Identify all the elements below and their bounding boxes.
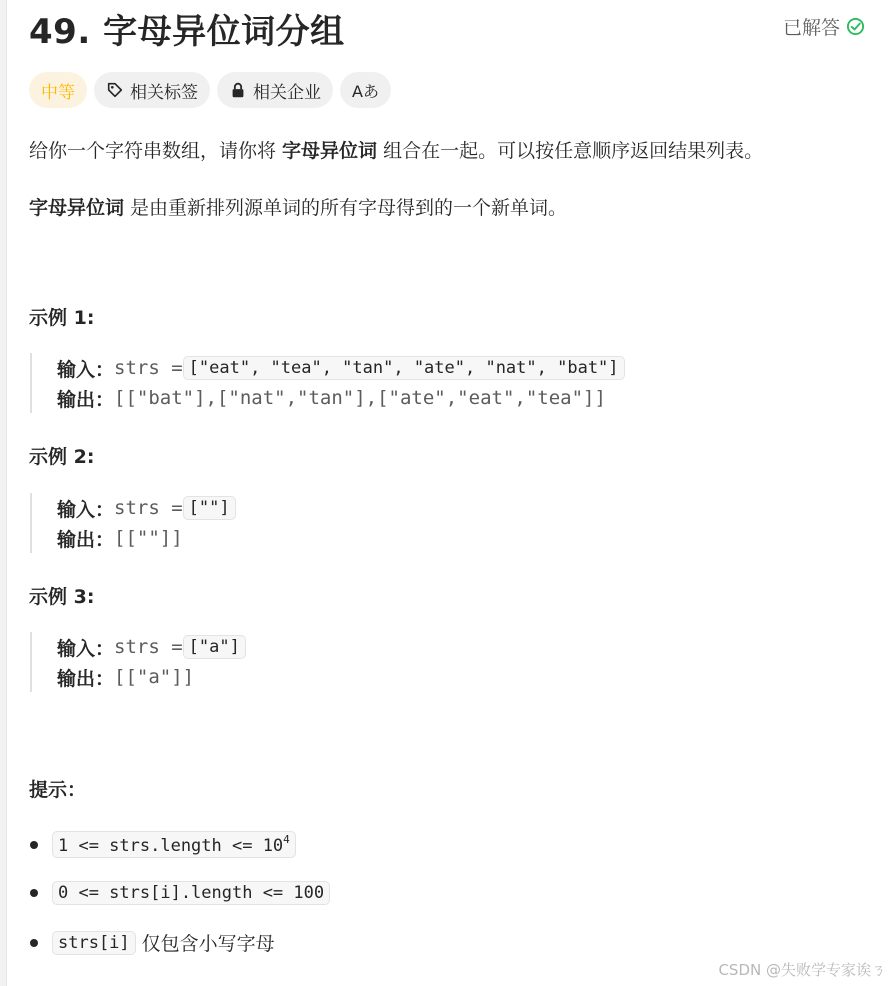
- description-paragraph-1: 给你一个字符串数组，请你将 字母异位词 组合在一起。可以按任意顺序返回结果列表。: [29, 140, 764, 162]
- input-prefix: strs =: [114, 497, 183, 519]
- problem-title: 49. 字母异位词分组: [29, 12, 345, 52]
- description-paragraph-2: 字母异位词 是由重新排列源单词的所有字母得到的一个新单词。: [29, 197, 568, 219]
- hint-item: [30, 831, 296, 858]
- hint-code: 1 <= strs.length <= $10^4$: [52, 831, 296, 858]
- example-2-heading: 示例 2:: [29, 446, 95, 468]
- lock-icon: [229, 81, 247, 99]
- input-value: [""]: [183, 496, 236, 520]
- hints-heading: 提示：: [29, 779, 87, 801]
- output-value: [["a"]]: [114, 666, 195, 688]
- related-companies-label: 相关企业: [253, 82, 321, 103]
- input-label: 输入：: [57, 637, 115, 660]
- input-label: 输入：: [57, 358, 115, 381]
- output-label: 输出：: [57, 667, 115, 690]
- hint-item: [30, 881, 330, 905]
- hint-item: [30, 929, 275, 956]
- output-label: 输出：: [57, 528, 115, 551]
- check-circle-icon: [846, 17, 865, 36]
- example-3-block: [30, 632, 246, 692]
- output-value: [["bat"],["nat","tan"],["ate","eat","tea"]]: [114, 387, 606, 409]
- solved-status: [783, 13, 865, 40]
- tag-row: [29, 72, 391, 108]
- input-prefix: strs =: [114, 636, 183, 658]
- difficulty-badge: [29, 72, 87, 108]
- hint-code: strs[i]: [52, 931, 136, 955]
- example-1-heading: 示例 1:: [29, 307, 95, 329]
- input-prefix: strs =: [114, 357, 183, 379]
- output-value: [[""]]: [114, 527, 183, 549]
- example-3-heading: 示例 3:: [29, 586, 95, 608]
- output-label: 输出：: [57, 388, 115, 411]
- bullet-dot: [30, 889, 38, 897]
- example-2-block: [30, 493, 236, 553]
- related-tags-button[interactable]: [94, 72, 210, 108]
- translate-icon: Aあ: [352, 81, 379, 101]
- hint-text: 仅包含小写字母: [141, 933, 275, 955]
- difficulty-label: 中等: [41, 82, 75, 103]
- watermark: CSDN @失败学专家诶ㄋ: [718, 961, 886, 979]
- input-value: ["a"]: [183, 635, 246, 659]
- tag-icon: [106, 81, 124, 99]
- example-1-block: [30, 353, 625, 413]
- solved-label: 已解答: [782, 17, 840, 39]
- input-label: 输入：: [57, 498, 115, 521]
- hint-code: 0 <= strs[i].length <= 100: [52, 881, 330, 905]
- left-panel-border: [0, 0, 7, 986]
- related-companies-button[interactable]: [217, 72, 333, 108]
- bullet-dot: [30, 841, 38, 849]
- bullet-dot: [30, 939, 38, 947]
- translate-button[interactable]: [340, 72, 391, 108]
- input-value: ["eat", "tea", "tan", "ate", "nat", "bat"]: [183, 356, 625, 380]
- related-tags-label: 相关标签: [130, 82, 198, 103]
